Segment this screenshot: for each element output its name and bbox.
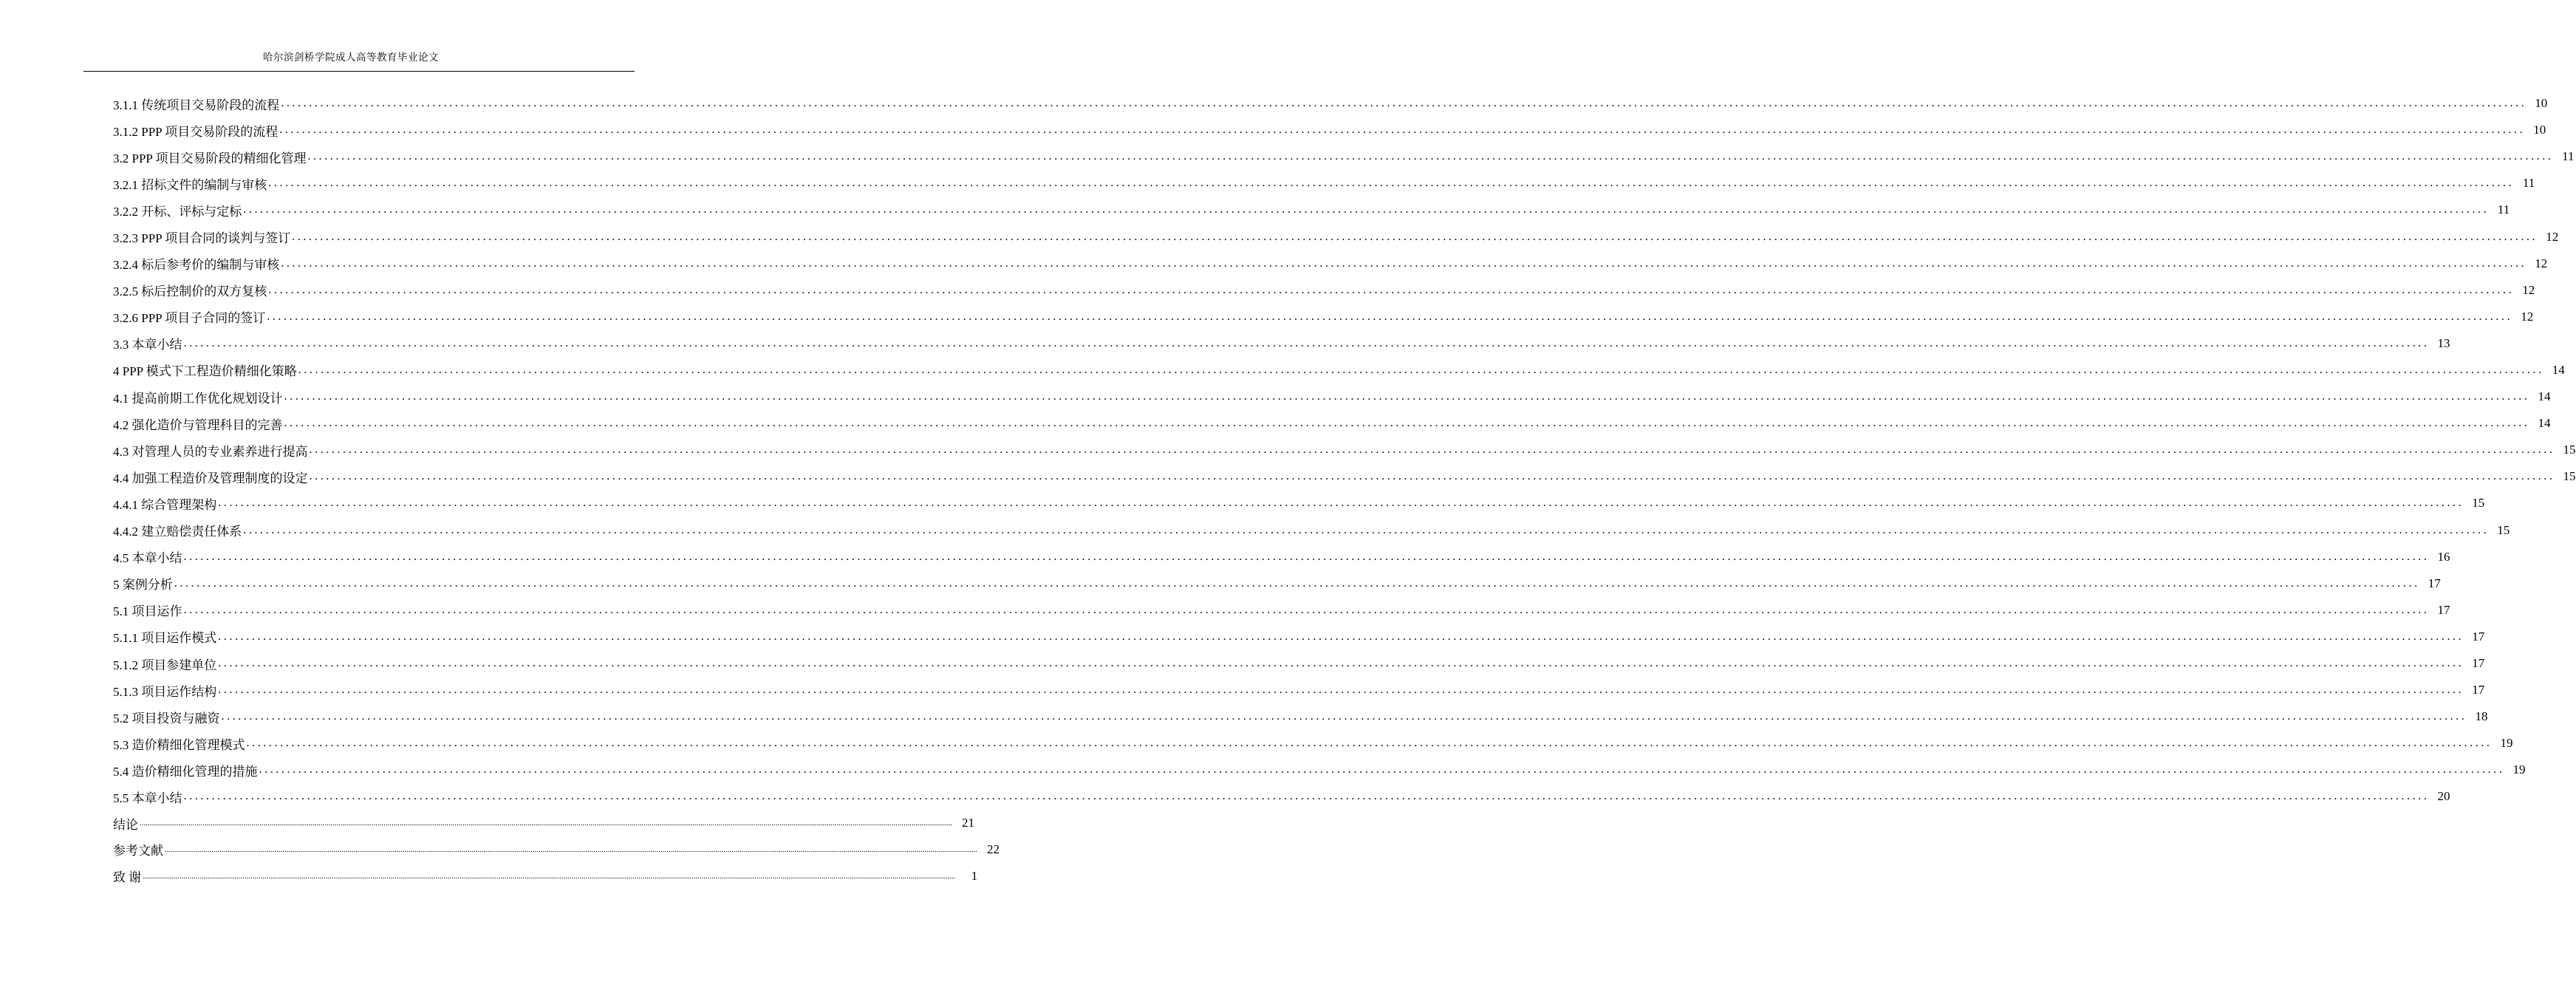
toc-entry-label: 4.4 加强工程造价及管理制度的设定 — [113, 471, 308, 485]
toc-entry-page: 19 — [2500, 736, 2513, 751]
toc-entry-page: 11 — [2522, 176, 2535, 191]
toc-entry-label: 3.2.1 招标文件的编制与审核 — [113, 177, 267, 192]
toc-dot-leader: ................................................................................................................................................................................................................................................................................................................................................................................................................ — [298, 363, 2544, 376]
toc-dot-leader: ................................................................................................................................................................................................................................................................................................................................................................................................................ — [292, 230, 2538, 243]
toc-entry[interactable] — [113, 757, 2526, 783]
toc-entry-page: 15 — [2563, 443, 2576, 457]
toc-entry[interactable] — [113, 863, 978, 890]
toc-entry-label: 3.2.6 PPP 项目子合同的签订 — [113, 311, 266, 326]
toc-entry-page: 12 — [2546, 229, 2559, 244]
toc-dot-leader: ................................................................................................................................................................................................................................................................................................................................................................................................................ — [218, 496, 2464, 510]
toc-entry[interactable] — [113, 677, 2485, 703]
toc-entry-label: 3.2.2 开标、评标与定标 — [113, 204, 242, 219]
toc-entry[interactable] — [113, 330, 2450, 357]
toc-entry-page: 12 — [2521, 309, 2534, 324]
toc-entry-label: 3.3 本章小结 — [113, 338, 182, 352]
toc-dot-leader: ................................................................................................................................................................................................................................................................................................................................................................................................................ — [268, 283, 2515, 296]
toc-entry-page: 11 — [2497, 202, 2510, 217]
toc-dot-leader: ................................................................................................................................................................................................................................................................................................................................................................................................................ — [140, 819, 952, 828]
toc-entry-page: 1 — [971, 868, 978, 883]
toc-dot-leader: ................................................................................................................................................................................................................................................................................................................................................................................................................ — [218, 629, 2464, 643]
toc-entry[interactable] — [113, 836, 1000, 863]
toc-entry-page: 17 — [2428, 576, 2441, 590]
toc-entry-label: 5.3 造价精细化管理模式 — [113, 737, 245, 752]
toc-entry[interactable] — [113, 437, 2576, 463]
toc-entry[interactable] — [113, 730, 2513, 757]
toc-entry-label: 5.1.3 项目运作结构 — [113, 684, 217, 699]
toc-entry[interactable] — [113, 277, 2535, 304]
header-rule — [83, 71, 635, 72]
toc-entry-page: 21 — [962, 816, 974, 830]
toc-entry-label: 5.1.1 项目运作模式 — [113, 631, 217, 646]
toc-entry[interactable] — [113, 597, 2450, 624]
toc-entry[interactable] — [113, 811, 974, 837]
toc-entry-label: 参考文献 — [113, 844, 163, 859]
toc-entry[interactable] — [113, 117, 2546, 143]
toc-entry[interactable] — [113, 357, 2565, 383]
toc-entry-label: 5.5 本章小结 — [113, 791, 182, 805]
toc-entry-label: 结论 — [113, 817, 138, 832]
toc-entry[interactable] — [113, 650, 2485, 677]
toc-dot-leader: ................................................................................................................................................................................................................................................................................................................................................................................................................ — [143, 871, 956, 881]
toc-dot-leader: ................................................................................................................................................................................................................................................................................................................................................................................................................ — [243, 523, 2490, 536]
toc-entry-page: 10 — [2535, 96, 2548, 111]
toc-entry-page: 13 — [2437, 335, 2450, 350]
toc-dot-leader: ................................................................................................................................................................................................................................................................................................................................................................................................................ — [309, 470, 2555, 483]
toc-dot-leader: ................................................................................................................................................................................................................................................................................................................................................................................................................ — [183, 603, 2430, 616]
toc-entry-page: 18 — [2475, 709, 2488, 724]
toc-entry-label: 5.1.2 项目参建单位 — [113, 658, 217, 672]
toc-dot-leader: ................................................................................................................................................................................................................................................................................................................................................................................................................ — [281, 97, 2527, 110]
toc-entry-label: 4.1 提高前期工作优化规划设计 — [113, 391, 283, 406]
toc-entry-page: 12 — [2522, 282, 2535, 297]
toc-dot-leader: ................................................................................................................................................................................................................................................................................................................................................................................................................ — [221, 710, 2467, 723]
toc-entry-page: 20 — [2437, 789, 2450, 804]
toc-entry-page: 17 — [2472, 683, 2485, 697]
toc-dot-leader: ................................................................................................................................................................................................................................................................................................................................................................................................................ — [279, 123, 2526, 137]
toc-entry-page: 22 — [987, 842, 1000, 856]
table-of-contents — [113, 90, 2576, 889]
toc-entry-page: 16 — [2437, 549, 2450, 564]
toc-entry-label: 3.2 PPP 项目交易阶段的精细化管理 — [113, 151, 307, 166]
toc-entry-page: 15 — [2497, 522, 2510, 537]
toc-entry-page: 17 — [2472, 656, 2485, 671]
toc-entry-label: 4.5 本章小结 — [113, 551, 182, 566]
toc-entry-label: 3.1.2 PPP 项目交易阶段的流程 — [113, 124, 279, 139]
toc-entry-label: 致 谢 — [113, 870, 142, 885]
toc-dot-leader: ................................................................................................................................................................................................................................................................................................................................................................................................................ — [281, 256, 2527, 270]
toc-dot-leader: ................................................................................................................................................................................................................................................................................................................................................................................................................ — [218, 657, 2464, 670]
toc-entry-label: 5.1 项目运作 — [113, 604, 182, 619]
toc-entry-label: 3.2.3 PPP 项目合同的谈判与签订 — [113, 231, 291, 246]
toc-dot-leader: ................................................................................................................................................................................................................................................................................................................................................................................................................ — [246, 737, 2493, 750]
toc-entry-page: 14 — [2538, 389, 2551, 404]
toc-entry-page: 15 — [2472, 496, 2485, 511]
toc-dot-leader: ................................................................................................................................................................................................................................................................................................................................................................................................................ — [259, 763, 2505, 777]
toc-entry[interactable] — [113, 90, 2548, 117]
toc-entry-label: 4.3 对管理人员的专业素养进行提高 — [113, 444, 308, 459]
toc-dot-leader: ................................................................................................................................................................................................................................................................................................................................................................................................................ — [174, 576, 2420, 590]
toc-entry-page: 17 — [2472, 629, 2485, 644]
toc-dot-leader: ................................................................................................................................................................................................................................................................................................................................................................................................................ — [307, 150, 2554, 163]
toc-entry-page: 17 — [2437, 602, 2450, 617]
toc-entry[interactable] — [113, 383, 2551, 410]
toc-entry-page: 11 — [2562, 149, 2575, 164]
page-header-title: 哈尔滨剑桥学院成人高等教育毕业论文 — [263, 52, 439, 63]
toc-entry[interactable] — [113, 544, 2450, 570]
toc-entry[interactable] — [113, 570, 2441, 597]
toc-dot-leader: ................................................................................................................................................................................................................................................................................................................................................................................................................ — [183, 336, 2430, 349]
toc-entry-label: 5.2 项目投资与融资 — [113, 711, 220, 726]
toc-entry-label: 4.4.1 综合管理架构 — [113, 497, 217, 512]
toc-entry-page: 10 — [2533, 123, 2546, 137]
toc-entry-page: 12 — [2535, 256, 2548, 270]
toc-entry[interactable] — [113, 304, 2534, 330]
toc-entry-label: 5 案例分析 — [113, 578, 173, 593]
toc-entry[interactable] — [113, 783, 2450, 810]
toc-entry-label: 4.4.2 建立赔偿责任体系 — [113, 525, 242, 539]
toc-dot-leader: ................................................................................................................................................................................................................................................................................................................................................................................................................ — [268, 177, 2515, 190]
toc-entry[interactable] — [113, 250, 2548, 277]
toc-entry-label: 4 PPP 模式下工程造价精细化策略 — [113, 364, 297, 379]
toc-entry[interactable] — [113, 197, 2510, 223]
toc-dot-leader: ................................................................................................................................................................................................................................................................................................................................................................................................................ — [284, 390, 2530, 403]
toc-dot-leader: ................................................................................................................................................................................................................................................................................................................................................................................................................ — [183, 790, 2430, 803]
toc-dot-leader: ................................................................................................................................................................................................................................................................................................................................................................................................................ — [284, 417, 2530, 430]
toc-entry[interactable] — [113, 463, 2576, 490]
toc-dot-leader: ................................................................................................................................................................................................................................................................................................................................................................................................................ — [218, 683, 2464, 697]
toc-dot-leader: ................................................................................................................................................................................................................................................................................................................................................................................................................ — [183, 550, 2430, 563]
toc-entry-label: 3.2.5 标后控制价的双方复核 — [113, 284, 267, 299]
toc-entry-label: 3.1.1 传统项目交易阶段的流程 — [113, 98, 280, 112]
toc-entry[interactable] — [113, 223, 2559, 250]
toc-entry-label: 4.2 强化造价与管理科目的完善 — [113, 417, 283, 432]
toc-entry-label: 3.2.4 标后参考价的编制与审核 — [113, 258, 280, 273]
toc-entry-page: 15 — [2563, 469, 2576, 484]
toc-entry[interactable] — [113, 143, 2575, 170]
toc-entry[interactable] — [113, 703, 2488, 730]
toc-entry[interactable] — [113, 624, 2485, 650]
toc-entry-page: 19 — [2512, 762, 2526, 777]
toc-entry[interactable] — [113, 490, 2485, 516]
toc-dot-leader: ................................................................................................................................................................................................................................................................................................................................................................................................................ — [267, 310, 2513, 323]
toc-entry[interactable] — [113, 170, 2535, 197]
toc-dot-leader: ................................................................................................................................................................................................................................................................................................................................................................................................................ — [165, 844, 977, 854]
toc-entry[interactable] — [113, 517, 2510, 544]
toc-dot-leader: ................................................................................................................................................................................................................................................................................................................................................................................................................ — [243, 203, 2490, 216]
toc-entry-page: 14 — [2538, 416, 2551, 431]
toc-dot-leader: ................................................................................................................................................................................................................................................................................................................................................................................................................ — [309, 443, 2555, 457]
toc-entry-page: 14 — [2552, 362, 2565, 377]
toc-entry[interactable] — [113, 410, 2551, 437]
toc-entry-label: 5.4 造价精细化管理的措施 — [113, 764, 258, 779]
